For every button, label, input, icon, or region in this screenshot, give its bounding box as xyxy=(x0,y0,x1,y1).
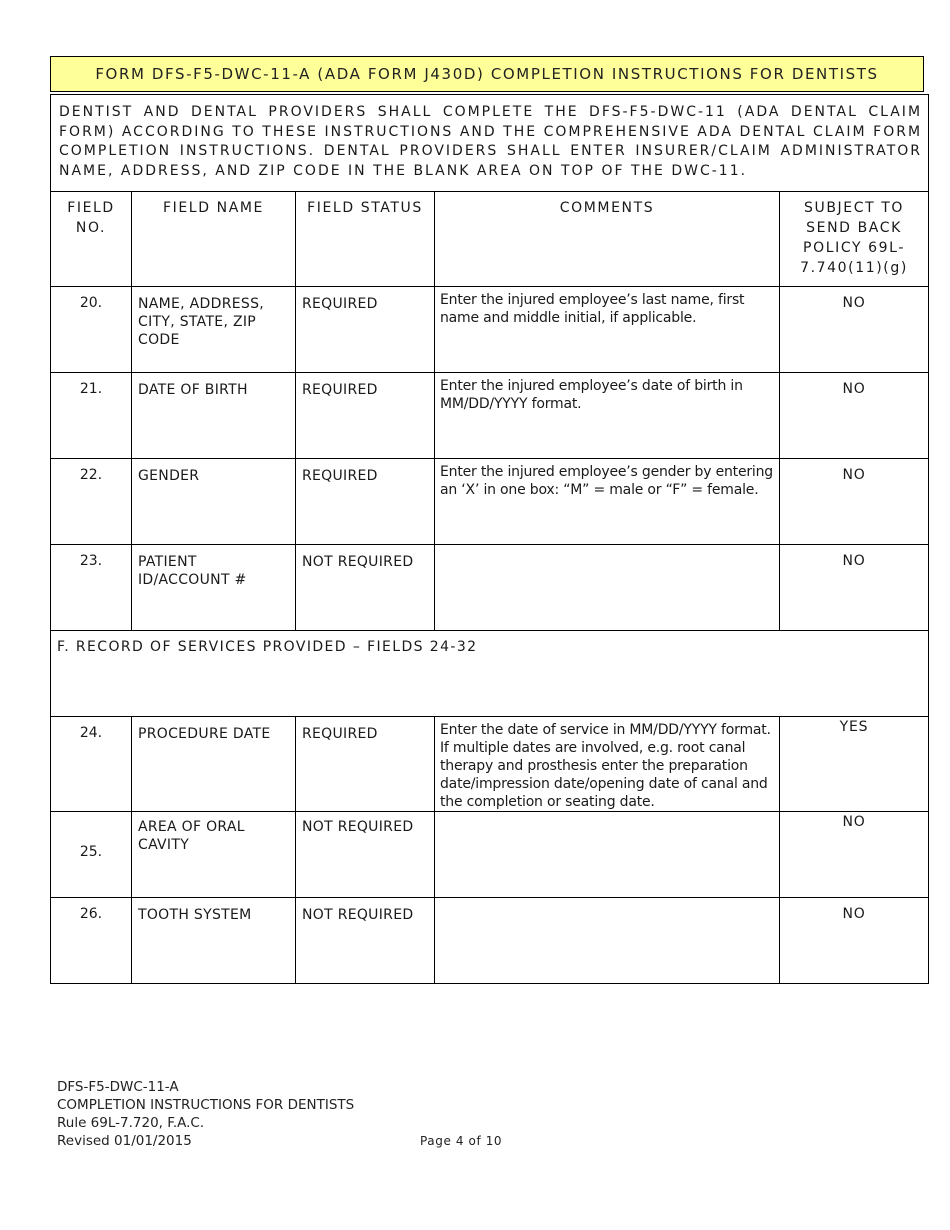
field-name: GENDER xyxy=(132,459,296,545)
table-row xyxy=(51,287,929,373)
field-policy: NO xyxy=(780,545,929,631)
field-status: NOT REQUIRED xyxy=(296,898,435,984)
field-policy: NO xyxy=(780,898,929,984)
field-policy: NO xyxy=(780,812,929,898)
footer-rule: Rule 69L-7.720, F.A.C. xyxy=(57,1115,205,1131)
field-status: REQUIRED xyxy=(296,287,435,373)
field-comment: Enter the injured employee’s date of birth in MM/DD/YYYY format. xyxy=(435,373,780,459)
intro-text: DENTIST AND DENTAL PROVIDERS SHALL COMPLETE THE DFS-F5-DWC-11 (ADA DENTAL CLAIM FORM) ACCORDING TO THESE INSTRUCTIONS AND THE COMPREHENSIVE ADA DENTAL CLAIM FORM COMPLETION INSTRUCTIONS. DENTAL PROVIDERS SHALL ENTER INSURER/CLAIM ADMINISTRATOR NAME, ADDRESS, AND ZIP CODE IN THE BLANK AREA ON TOP OF THE DWC-11. xyxy=(51,95,929,192)
field-policy: NO xyxy=(780,287,929,373)
field-status: REQUIRED xyxy=(296,717,435,812)
table-row xyxy=(51,545,929,631)
field-no: 21. xyxy=(51,373,132,459)
field-status: REQUIRED xyxy=(296,373,435,459)
page-number: Page 4 of 10 xyxy=(420,1134,503,1148)
header-row xyxy=(51,192,929,287)
header-field-name: FIELD NAME xyxy=(132,192,296,287)
form-title: FORM DFS-F5-DWC-11-A (ADA FORM J430D) COMPLETION INSTRUCTIONS FOR DENTISTS xyxy=(50,56,924,92)
field-name: PROCEDURE DATE xyxy=(132,717,296,812)
header-field-no: FIELD NO. xyxy=(51,192,132,287)
field-status: NOT REQUIRED xyxy=(296,545,435,631)
field-name: TOOTH SYSTEM xyxy=(132,898,296,984)
field-no: 23. xyxy=(51,545,132,631)
field-no: 22. xyxy=(51,459,132,545)
footer-info xyxy=(57,1078,354,1150)
field-comment: Enter the injured employee’s last name, first name and middle initial, if applicable. xyxy=(435,287,780,373)
field-status: NOT REQUIRED xyxy=(296,812,435,898)
table-row xyxy=(51,717,929,812)
field-policy: YES xyxy=(780,717,929,812)
table-row xyxy=(51,373,929,459)
header-comments: COMMENTS xyxy=(435,192,780,287)
field-name: AREA OF ORAL CAVITY xyxy=(132,812,296,898)
table-row xyxy=(51,812,929,898)
field-no: 20. xyxy=(51,287,132,373)
footer-doc-title: COMPLETION INSTRUCTIONS FOR DENTISTS xyxy=(57,1097,355,1113)
field-comment xyxy=(435,898,780,984)
field-comment: Enter the date of service in MM/DD/YYYY format. If multiple dates are involved, e.g. root canal therapy and prosthesis enter the preparation date/impression date/opening date of canal and the completion or seating date. xyxy=(435,717,780,812)
footer-revised: Revised 01/01/2015 xyxy=(57,1133,192,1149)
field-name: NAME, ADDRESS, CITY, STATE, ZIP CODE xyxy=(132,287,296,373)
footer-form-id: DFS-F5-DWC-11-A xyxy=(57,1079,179,1095)
field-comment: Enter the injured employee’s gender by entering an ‘X’ in one box: “M” = male or “F” = female. xyxy=(435,459,780,545)
field-name: DATE OF BIRTH xyxy=(132,373,296,459)
table-row xyxy=(51,459,929,545)
field-name: PATIENT ID/ACCOUNT # xyxy=(132,545,296,631)
field-no: 26. xyxy=(51,898,132,984)
field-status: REQUIRED xyxy=(296,459,435,545)
table-row xyxy=(51,898,929,984)
field-no: 24. xyxy=(51,717,132,812)
header-policy: SUBJECT TO SEND BACK POLICY 69L-7.740(11)(g) xyxy=(780,192,929,287)
section-f-heading: F. RECORD OF SERVICES PROVIDED – FIELDS 24-32 xyxy=(51,631,929,717)
instructions-table xyxy=(50,94,929,984)
header-field-status: FIELD STATUS xyxy=(296,192,435,287)
field-comment xyxy=(435,545,780,631)
field-comment xyxy=(435,812,780,898)
field-policy: NO xyxy=(780,373,929,459)
field-policy: NO xyxy=(780,459,929,545)
field-no: 25. xyxy=(51,812,132,898)
